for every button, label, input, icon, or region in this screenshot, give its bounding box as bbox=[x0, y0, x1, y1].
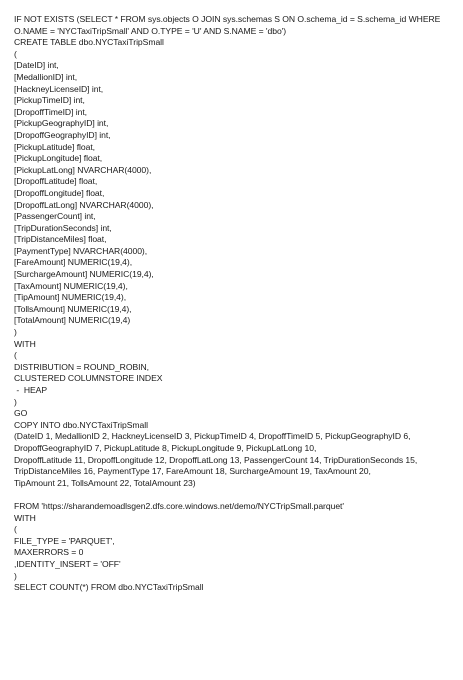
code-line: DropoffLatitude 11, DropoffLongitude 12, DropoffLatLong 13, PassengerCount 14, TripDurationSeconds 15, bbox=[14, 454, 418, 465]
code-line: [TollsAmount] NUMERIC(19,4), bbox=[14, 303, 132, 314]
code-line: [DropoffTimeID] int, bbox=[14, 106, 88, 117]
blank-line bbox=[14, 489, 457, 501]
code-line: [PickupLatLong] NVARCHAR(4000), bbox=[14, 164, 152, 175]
code-line: GO bbox=[14, 408, 28, 419]
code-line: [DropoffLatitude] float, bbox=[14, 176, 98, 187]
code-line: [PaymentType] NVARCHAR(4000), bbox=[14, 245, 148, 256]
code-line: [DropoffLatLong] NVARCHAR(4000), bbox=[14, 199, 154, 210]
code-line: DropoffGeographyID 7, PickupLatitude 8, PickupLongitude 9, PickupLatLong 10, bbox=[14, 442, 317, 453]
code-line: ( bbox=[14, 524, 17, 535]
code-line: - HEAP bbox=[14, 385, 48, 395]
code-line: ) bbox=[14, 570, 17, 581]
code-line: [PickupLatitude] float, bbox=[14, 141, 96, 152]
code-line: ( bbox=[14, 48, 17, 59]
code-line: WITH bbox=[14, 512, 36, 523]
code-line: MAXERRORS = 0 bbox=[14, 547, 84, 558]
code-line: [MedallionID] int, bbox=[14, 71, 78, 82]
code-line: [PickupGeographyID] int, bbox=[14, 118, 109, 129]
code-line: [TipAmount] NUMERIC(19,4), bbox=[14, 292, 127, 303]
code-line: DISTRIBUTION = ROUND_ROBIN, bbox=[14, 361, 149, 372]
code-line: [DateID] int, bbox=[14, 60, 59, 71]
code-line: CLUSTERED COLUMNSTORE INDEX bbox=[14, 373, 163, 384]
code-line: WITH bbox=[14, 338, 36, 349]
code-line: ) bbox=[14, 327, 17, 338]
code-line: O.NAME = 'NYCTaxiTripSmall' AND O.TYPE = 'U' AND S.NAME = 'dbo') bbox=[14, 25, 287, 36]
code-line: FILE_TYPE = 'PARQUET', bbox=[14, 535, 115, 546]
code-line: [TripDistanceMiles] float, bbox=[14, 234, 107, 245]
code-line: CREATE TABLE dbo.NYCTaxiTripSmall bbox=[14, 37, 164, 48]
code-line: (DateID 1, MedallionID 2, HackneyLicenseID 3, PickupTimeID 4, DropoffTimeID 5, PickupGeographyID 6, bbox=[14, 431, 411, 442]
code-line: [PickupLongitude] float, bbox=[14, 153, 103, 164]
code-line: ) bbox=[14, 396, 17, 407]
code-line: [PickupTimeID] int, bbox=[14, 95, 85, 106]
code-line: TripDistanceMiles 16, PaymentType 17, FareAmount 18, SurchargeAmount 19, TaxAmount 20, bbox=[14, 466, 371, 477]
code-line: FROM 'https://sharandemoadlsgen2.dfs.core.windows.net/demo/NYCTripSmall.parquet' bbox=[14, 500, 344, 511]
code-line: COPY INTO dbo.NYCTaxiTripSmall bbox=[14, 419, 148, 430]
code-line: ( bbox=[14, 350, 17, 361]
code-line: [HackneyLicenseID] int, bbox=[14, 83, 104, 94]
code-line: [TotalAmount] NUMERIC(19,4) bbox=[14, 315, 131, 326]
code-line: [TaxAmount] NUMERIC(19,4), bbox=[14, 280, 128, 291]
code-line: [DropoffLongitude] float, bbox=[14, 187, 105, 198]
code-line: [SurchargeAmount] NUMERIC(19,4), bbox=[14, 269, 154, 280]
code-line: TipAmount 21, TollsAmount 22, TotalAmount 23) bbox=[14, 477, 196, 488]
code-line: IF NOT EXISTS (SELECT * FROM sys.objects O JOIN sys.schemas S ON O.schema_id = S.schema_id WHERE bbox=[14, 14, 441, 24]
code-line: SELECT COUNT(*) FROM dbo.NYCTaxiTripSmall bbox=[14, 582, 204, 593]
code-line: [DropoffGeographyID] int, bbox=[14, 129, 111, 140]
code-line: ,IDENTITY_INSERT = 'OFF' bbox=[14, 558, 121, 569]
code-line: [PassengerCount] int, bbox=[14, 211, 96, 222]
code-line: [TripDurationSeconds] int, bbox=[14, 222, 112, 233]
code-line: [FareAmount] NUMERIC(19,4), bbox=[14, 257, 133, 268]
